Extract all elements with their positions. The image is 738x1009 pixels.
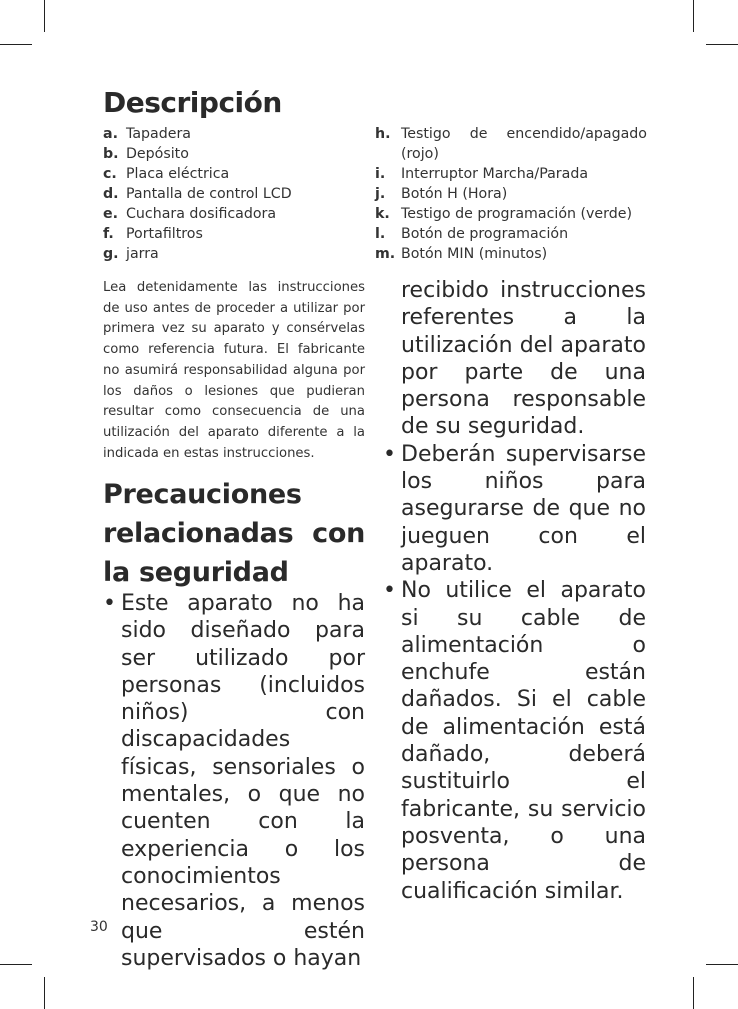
list-item — [375, 164, 647, 184]
item-label: Interruptor Marcha/Parada — [401, 166, 589, 182]
list-item — [375, 184, 647, 204]
crop-mark — [693, 977, 694, 1009]
list-item — [375, 244, 647, 264]
item-key: m. — [375, 246, 396, 262]
item-label: Botón MIN (minutos) — [401, 246, 548, 262]
item-label: jarra — [126, 246, 159, 262]
section-title: Precauciones relacionadas con la seguridad — [103, 479, 365, 588]
crop-mark — [706, 44, 738, 45]
item-label: Portafiltros — [126, 226, 203, 242]
list-item — [103, 244, 373, 264]
item-label: Tapadera — [126, 126, 191, 142]
list-item — [375, 124, 647, 164]
bullet-item: • Deberán supervisarse los niños para asegurarse de que no jueguen con el aparato. — [383, 441, 646, 577]
item-key: k. — [375, 206, 390, 222]
item-label: Pantalla de control LCD — [126, 186, 292, 202]
bullet-item: • Este aparato no ha sido diseñado para ser utilizado por personas (incluidos niños) con discapacidades físicas, sensoriales o mentales, o que no cuenten con la experiencia o los conocimientos necesarios, a menos que estén supervisados o hayan — [103, 590, 365, 972]
item-key: b. — [103, 146, 119, 162]
intro-paragraph: Lea detenidamente las instrucciones de uso antes de proceder a utilizar por primera vez su aparato y consérvelas como referencia futura. El fabricante no asumirá responsabilidad alguna por los daños o lesiones que pudieran resultar como consecuencia de una utilización del aparato diferente a la indicada en estas instrucciones. — [103, 280, 365, 461]
list-item — [375, 224, 647, 244]
list-item — [103, 144, 373, 164]
item-label: Depósito — [126, 146, 189, 162]
page-title: Descripción — [103, 86, 282, 119]
bullet-item: • No utilice el aparato si su cable de alimentación o enchufe están dañados. Si el cable de alimentación está dañado, deberá sustituirlo el fabricante, su servicio posventa, o una persona de cualificación similar. — [383, 577, 646, 905]
item-label: Placa eléctrica — [126, 166, 230, 182]
item-key: h. — [375, 126, 391, 142]
item-key: i. — [375, 166, 386, 182]
crop-mark — [44, 977, 45, 1009]
item-key: g. — [103, 246, 119, 262]
parts-list-right — [375, 124, 647, 264]
list-item — [375, 204, 647, 224]
crop-mark — [44, 0, 45, 32]
item-label: Botón H (Hora) — [401, 186, 508, 202]
parts-list-left — [103, 124, 373, 264]
item-key: f. — [103, 226, 114, 242]
crop-mark — [693, 0, 694, 32]
crop-mark — [0, 44, 32, 45]
page-number: 30 — [90, 919, 108, 935]
list-item — [103, 124, 373, 144]
safety-list-left — [103, 590, 365, 972]
item-label: Cuchara dosificadora — [126, 206, 277, 222]
list-item — [103, 184, 373, 204]
item-key: e. — [103, 206, 119, 222]
safety-list-right — [383, 277, 646, 905]
item-key: j. — [375, 186, 386, 202]
list-item — [103, 204, 373, 224]
item-label: Testigo de programación (verde) — [401, 206, 633, 222]
crop-mark — [706, 964, 738, 965]
item-label: Testigo de encendido/apagado (rojo) — [401, 126, 647, 162]
list-item — [103, 164, 373, 184]
crop-mark — [0, 964, 32, 965]
list-item — [103, 224, 373, 244]
item-key: c. — [103, 166, 117, 182]
item-key: l. — [375, 226, 386, 242]
bullet-continuation: recibido instrucciones referentes a la utilización del aparato por parte de una persona responsable de su seguridad. — [401, 278, 646, 440]
item-key: d. — [103, 186, 119, 202]
item-key: a. — [103, 126, 118, 142]
item-label: Botón de programación — [401, 226, 569, 242]
